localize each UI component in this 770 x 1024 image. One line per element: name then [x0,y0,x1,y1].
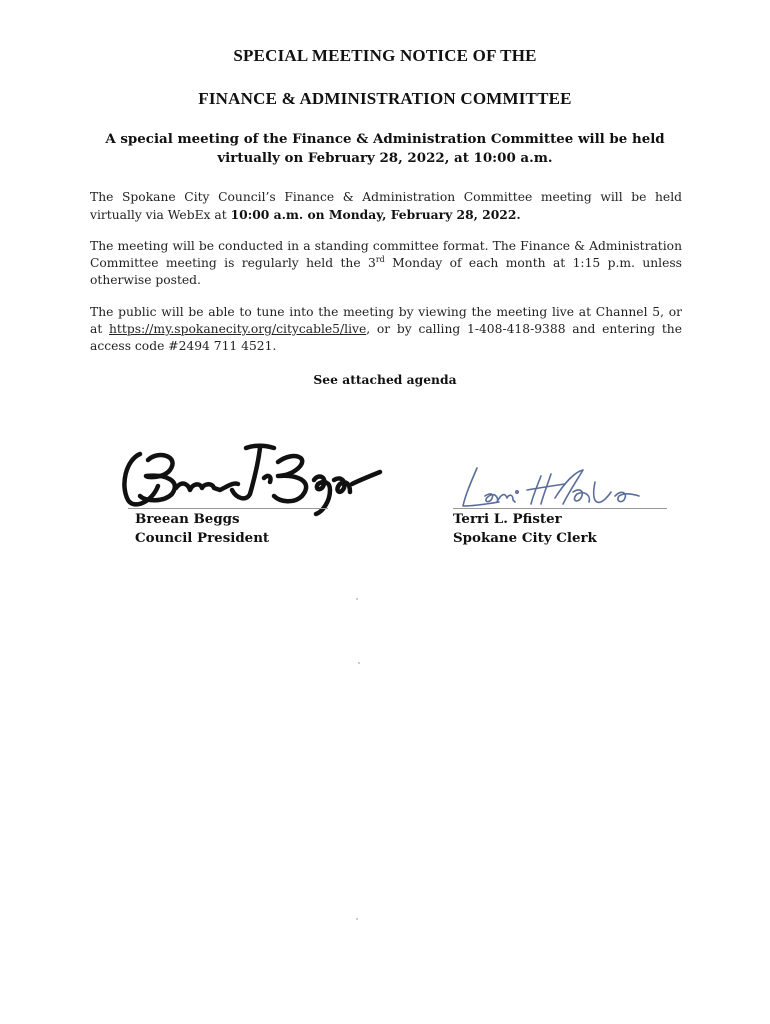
signatory-title: Spokane City Clerk [453,530,597,546]
signatory-title: Council President [135,530,270,546]
scan-speck [356,598,358,600]
paragraph-access-text: The public will be able to tune into the meeting by viewing the meeting live at Channel 5, or at [90,305,682,336]
signature-line-left [128,508,328,509]
signature-line-right [453,508,667,509]
paragraph-public-access [90,304,682,355]
committee-title: FINANCE & ADMINISTRATION COMMITTEE [198,89,572,108]
scan-speck [358,662,360,664]
paragraph-access-text-2: , or by calling 1-408-418-9388 and entering the access code #2494 711 4521. [90,322,683,353]
signatory-name: Breean Beggs [135,511,240,527]
lead-line-2: virtually on February 28, 2022, at 10:00 a.m. [217,150,553,166]
paragraph-webex [90,189,682,224]
paragraph-format-text: The meeting will be conducted in a standing committee format. The Finance & Administration Committee meeting is regularly held the 3 [90,239,682,270]
meeting-datetime: 10:00 a.m. on Monday, February 28, 2022. [230,207,521,222]
see-attached-agenda: See attached agenda [313,372,457,387]
signatory-right [453,510,597,548]
lead-statement [90,130,680,168]
citycable-link[interactable]: https://my.spokanecity.org/citycable5/live [109,322,367,336]
notice-title: SPECIAL MEETING NOTICE OF THE [233,46,537,65]
paragraph-format [90,238,682,289]
paragraph-format-text-2: Monday of each month at 1:15 p.m. unless otherwise posted. [90,256,682,287]
signatory-name: Terri L. Pfister [453,511,562,527]
ordinal-superscript: rd [375,254,385,264]
paragraph-webex-text: The Spokane City Council’s Finance & Administration Committee meeting will be held virtually via WebEx at [90,190,682,222]
signatory-left [135,510,269,548]
scan-speck [356,918,358,920]
lead-line-1: A special meeting of the Finance & Administration Committee will be held [105,131,665,147]
